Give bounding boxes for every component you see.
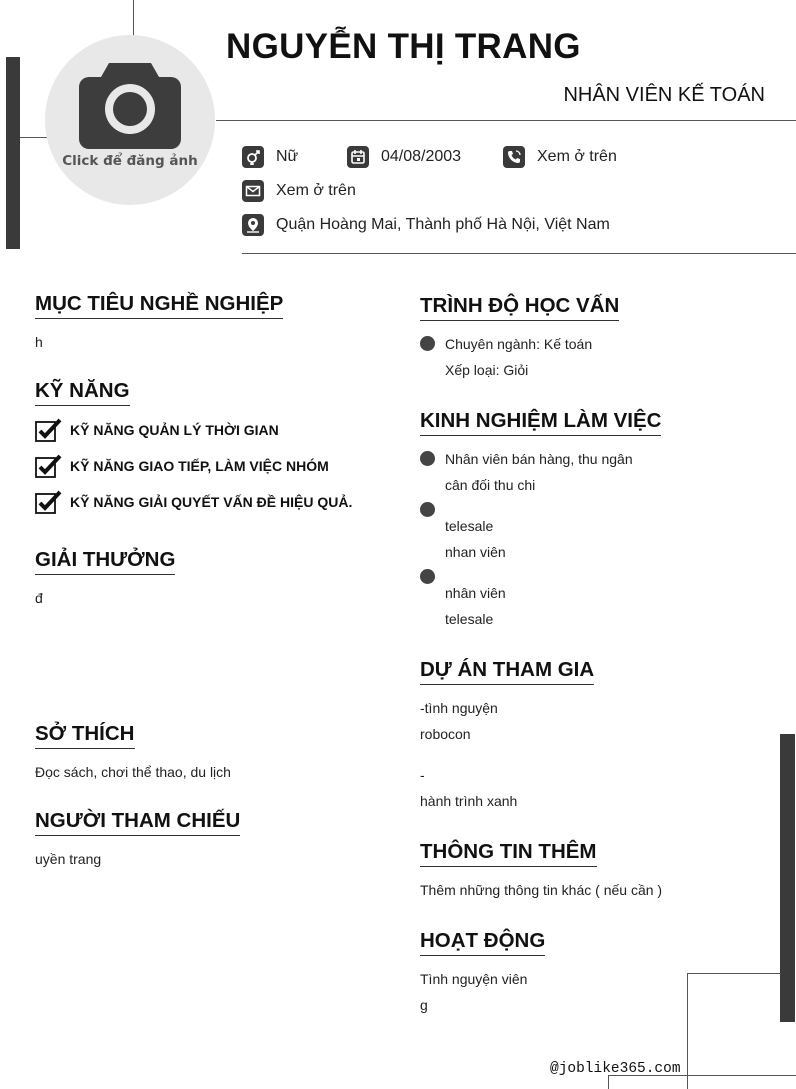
skill-item <box>35 454 329 478</box>
experience-title: KINH NGHIỆM LÀM VIỆC <box>420 409 661 436</box>
phone-icon <box>503 146 525 168</box>
corner-box-left <box>687 973 688 1089</box>
hobbies-title: SỞ THÍCH <box>35 722 135 749</box>
projects-title: DỰ ÁN THAM GIA <box>420 658 594 685</box>
phone-row <box>503 146 617 168</box>
skill-item <box>35 490 352 514</box>
projects-line: hành trình xanh <box>420 793 518 809</box>
candidate-name: NGUYỄN THỊ TRANG <box>226 27 581 66</box>
address-row <box>242 214 610 236</box>
avatar-upload[interactable] <box>45 35 215 205</box>
avatar-caption: Click để đăng ảnh <box>62 153 198 169</box>
calendar-icon <box>347 146 369 168</box>
skills-title: KỸ NĂNG <box>35 379 130 406</box>
activities-line: g <box>420 997 428 1013</box>
experience-bullet <box>420 502 435 517</box>
education-major: Chuyên ngành: Kế toán <box>445 336 593 352</box>
address-value: Quận Hoàng Mai, Thành phố Hà Nội, Việt Nam <box>276 216 610 233</box>
corner-box-top <box>687 973 781 974</box>
experience-bullet <box>420 451 435 466</box>
skill-item <box>35 418 279 442</box>
top-vertical-line <box>133 0 134 36</box>
hobbies-text: Đọc sách, chơi thể thao, du lịch <box>35 764 231 780</box>
phone-value: Xem ở trên <box>537 148 617 165</box>
references-title: NGƯỜI THAM CHIẾU <box>35 809 240 836</box>
activities-title: HOẠT ĐỘNG <box>420 929 545 956</box>
checkbox-checked-icon <box>35 490 63 514</box>
projects-line: -tình nguyện <box>420 700 498 716</box>
email-row <box>242 180 356 202</box>
experience-line: telesale <box>445 611 494 627</box>
skill-label: KỸ NĂNG GIẢI QUYẾT VẤN ĐỀ HIỆU QUẢ. <box>70 494 353 510</box>
gender-value: Nữ <box>276 148 299 165</box>
experience-line: Nhân viên bán hàng, thu ngân <box>445 451 633 467</box>
left-horizontal-line <box>20 137 47 138</box>
birthday-row <box>347 146 461 168</box>
email-icon <box>242 180 264 202</box>
job-title: NHÂN VIÊN KẾ TOÁN <box>563 84 765 106</box>
experience-line: cân đối thu chi <box>445 477 536 493</box>
skill-label: KỸ NĂNG QUẢN LÝ THỜI GIAN <box>70 422 279 438</box>
activities-line: Tình nguyện viên <box>420 971 528 987</box>
education-bullet <box>420 336 435 351</box>
references-text: uyền trang <box>35 851 102 867</box>
header-divider <box>216 120 796 121</box>
career-objective-title: MỤC TIÊU NGHỀ NGHIỆP <box>35 292 283 319</box>
awards-text: đ <box>35 590 43 606</box>
experience-line: telesale <box>445 518 494 534</box>
education-title: TRÌNH ĐỘ HỌC VẤN <box>420 294 619 321</box>
projects-line: robocon <box>420 726 471 742</box>
birthday-value: 04/08/2003 <box>381 148 462 165</box>
contact-divider <box>242 253 796 254</box>
gender-icon <box>242 146 264 168</box>
location-pin-icon <box>242 214 264 236</box>
experience-line: nhân viên <box>445 585 506 601</box>
checkbox-checked-icon <box>35 418 63 442</box>
additional-info-title: THÔNG TIN THÊM <box>420 840 597 867</box>
checkbox-checked-icon <box>35 454 63 478</box>
projects-line: - <box>420 767 425 783</box>
experience-bullet <box>420 569 435 584</box>
camera-icon <box>79 59 181 149</box>
left-accent-bar <box>6 57 20 249</box>
right-accent-bar <box>780 734 795 1022</box>
experience-line: nhan viên <box>445 544 506 560</box>
corner-box-left-2 <box>608 1075 609 1089</box>
awards-title: GIẢI THƯỞNG <box>35 548 175 575</box>
skill-label: KỸ NĂNG GIAO TIẾP, LÀM VIỆC NHÓM <box>70 458 329 474</box>
email-value: Xem ở trên <box>276 182 356 199</box>
gender-row <box>242 146 298 168</box>
career-objective-text: h <box>35 334 43 350</box>
additional-info-text: Thêm những thông tin khác ( nếu cần ) <box>420 882 663 898</box>
education-rank: Xếp loại: Giỏi <box>445 362 529 378</box>
watermark: @joblike365.com <box>550 1061 681 1077</box>
